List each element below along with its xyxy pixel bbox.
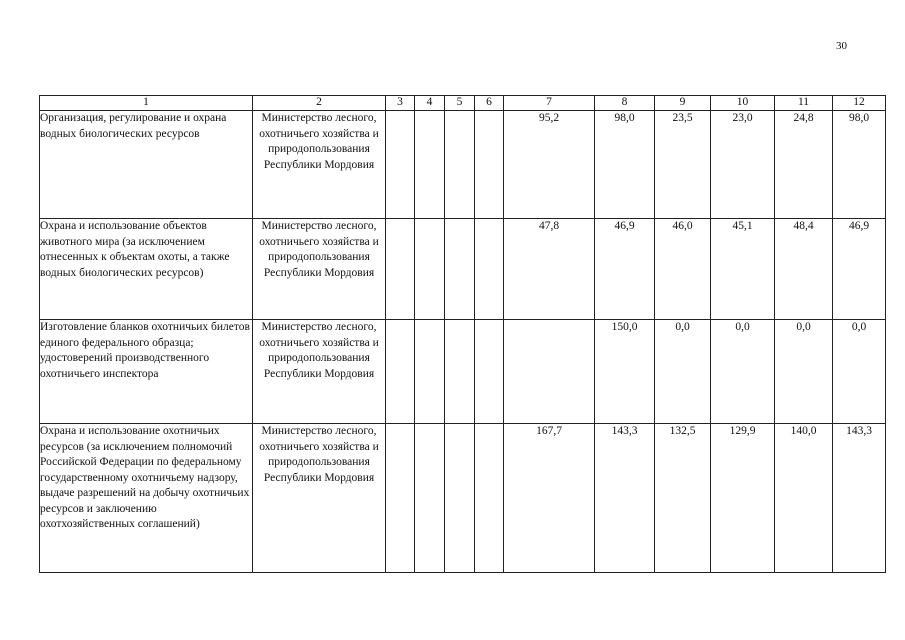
col-header-1: 1 — [40, 96, 253, 111]
value-cell-9: 23,5 — [655, 111, 711, 219]
col-header-6: 6 — [475, 96, 504, 111]
value-cell-8: 143,3 — [595, 424, 655, 573]
value-cell-3 — [386, 424, 415, 573]
table-row — [40, 424, 886, 573]
value-cell-10: 129,9 — [711, 424, 775, 573]
col-header-2: 2 — [253, 96, 386, 111]
value-cell-7: 47,8 — [504, 219, 595, 320]
value-cell-6 — [475, 424, 504, 573]
value-cell-12: 0,0 — [833, 320, 886, 424]
activity-cell: Охрана и использование объектов животного мира (за исключением отнесенных к объектам охоты, а также водных биологических ресурсов) — [40, 219, 253, 320]
value-cell-12: 46,9 — [833, 219, 886, 320]
col-header-10: 10 — [711, 96, 775, 111]
value-cell-5 — [445, 219, 475, 320]
value-cell-10: 45,1 — [711, 219, 775, 320]
value-cell-9: 0,0 — [655, 320, 711, 424]
activity-cell: Изготовление бланков охотничьих билетов единого федерального образца; удостоверений производственного охотничьего инспектора — [40, 320, 253, 424]
value-cell-11: 48,4 — [775, 219, 833, 320]
value-cell-8: 98,0 — [595, 111, 655, 219]
organization-cell: Министерство лесного, охотничьего хозяйства и природопользования Республики Мордовия — [253, 320, 386, 424]
value-cell-6 — [475, 219, 504, 320]
value-cell-6 — [475, 111, 504, 219]
col-header-3: 3 — [386, 96, 415, 111]
table-row — [40, 219, 886, 320]
value-cell-8: 150,0 — [595, 320, 655, 424]
value-cell-11: 24,8 — [775, 111, 833, 219]
value-cell-4 — [415, 424, 445, 573]
value-cell-11: 0,0 — [775, 320, 833, 424]
organization-cell: Министерство лесного, охотничьего хозяйства и природопользования Республики Мордовия — [253, 111, 386, 219]
col-header-11: 11 — [775, 96, 833, 111]
value-cell-8: 46,9 — [595, 219, 655, 320]
value-cell-3 — [386, 320, 415, 424]
value-cell-4 — [415, 219, 445, 320]
value-cell-5 — [445, 424, 475, 573]
value-cell-4 — [415, 111, 445, 219]
budget-table — [39, 95, 886, 573]
value-cell-7: 167,7 — [504, 424, 595, 573]
value-cell-5 — [445, 111, 475, 219]
value-cell-6 — [475, 320, 504, 424]
value-cell-11: 140,0 — [775, 424, 833, 573]
col-header-12: 12 — [833, 96, 886, 111]
value-cell-9: 46,0 — [655, 219, 711, 320]
table-row — [40, 320, 886, 424]
activity-cell: Организация, регулирование и охрана водных биологических ресурсов — [40, 111, 253, 219]
col-header-5: 5 — [445, 96, 475, 111]
organization-cell: Министерство лесного, охотничьего хозяйства и природопользования Республики Мордовия — [253, 219, 386, 320]
col-header-8: 8 — [595, 96, 655, 111]
value-cell-12: 98,0 — [833, 111, 886, 219]
table-row — [40, 111, 886, 219]
col-header-7: 7 — [504, 96, 595, 111]
activity-cell: Охрана и использование охотничьих ресурсов (за исключением полномочий Российской Федерации по федеральному государственному охотничьему надзору, выдаче разрешений на добычу охотничьих ресурсов и заключению охотхозяйственных соглашений) — [40, 424, 253, 573]
value-cell-3 — [386, 111, 415, 219]
value-cell-10: 23,0 — [711, 111, 775, 219]
page-number: 30 — [836, 40, 847, 52]
value-cell-12: 143,3 — [833, 424, 886, 573]
value-cell-4 — [415, 320, 445, 424]
col-header-9: 9 — [655, 96, 711, 111]
value-cell-7 — [504, 320, 595, 424]
value-cell-9: 132,5 — [655, 424, 711, 573]
col-header-4: 4 — [415, 96, 445, 111]
value-cell-7: 95,2 — [504, 111, 595, 219]
value-cell-10: 0,0 — [711, 320, 775, 424]
value-cell-3 — [386, 219, 415, 320]
value-cell-5 — [445, 320, 475, 424]
organization-cell: Министерство лесного, охотничьего хозяйства и природопользования Республики Мордовия — [253, 424, 386, 573]
header-row — [40, 96, 886, 111]
